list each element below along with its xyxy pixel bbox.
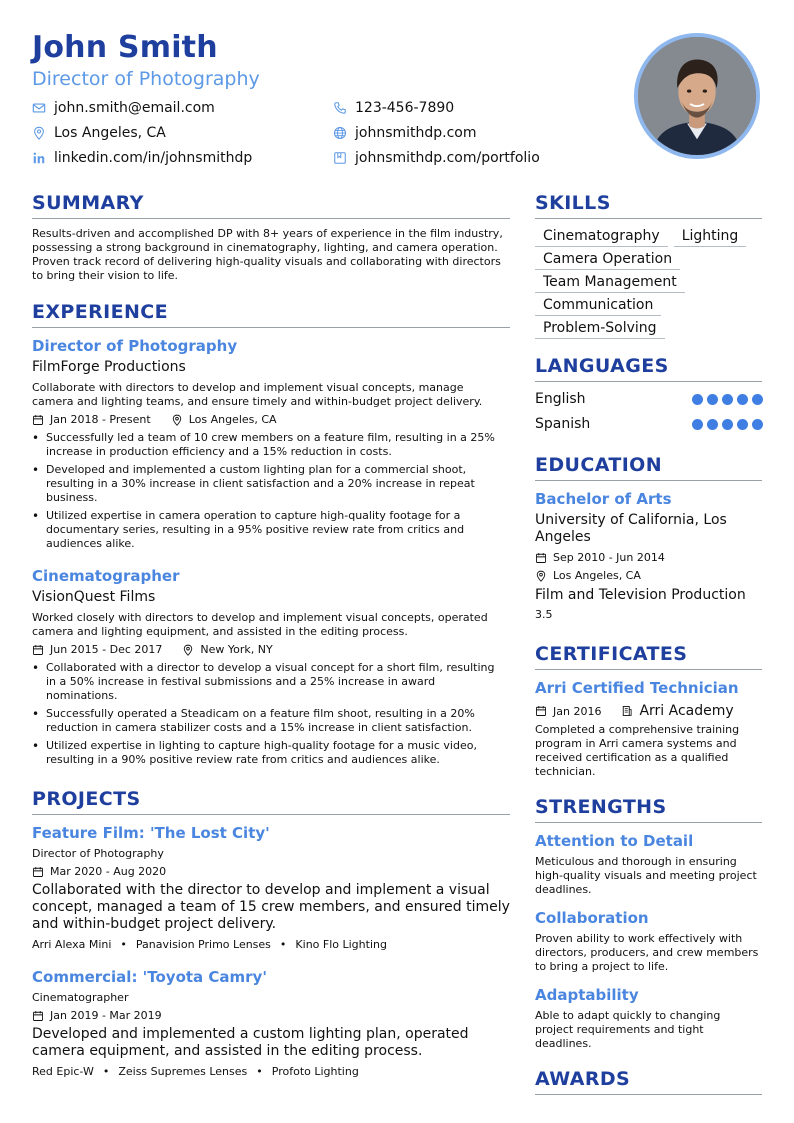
skill-tag: Team Management bbox=[535, 273, 685, 293]
certificate-issuer: Arri Academy bbox=[639, 703, 734, 719]
candidate-name: John Smith bbox=[32, 30, 218, 65]
language-level-dots bbox=[688, 419, 763, 430]
job-bullet: • Utilized expertise in lighting to capture high-quality footage for a music video, resulting in a 90% positive review rate from critics and audiences alike. bbox=[32, 739, 508, 767]
job-location: New York, NY bbox=[200, 643, 273, 656]
skill-tag: Cinematography bbox=[535, 227, 668, 247]
project-role: Director of Photography bbox=[32, 847, 164, 860]
job-title: Director of Photography bbox=[32, 337, 238, 355]
project-tool: Arri Alexa Mini bbox=[32, 938, 112, 951]
contact-website[interactable] bbox=[333, 125, 477, 141]
candidate-role: Director of Photography bbox=[32, 68, 260, 90]
certificate-date: Jan 2016 bbox=[553, 704, 602, 718]
skills-list bbox=[535, 227, 765, 342]
project-meta bbox=[32, 865, 166, 878]
contact-email[interactable] bbox=[32, 100, 215, 116]
phone-icon bbox=[333, 101, 347, 115]
profile-photo bbox=[634, 33, 760, 159]
skill-tag: Communication bbox=[535, 296, 661, 316]
job-bullets bbox=[32, 661, 508, 771]
calendar-icon bbox=[535, 705, 547, 717]
contact-linkedin-text: linkedin.com/in/johnsmithdp bbox=[54, 150, 253, 166]
contact-location-text: Los Angeles, CA bbox=[54, 125, 166, 141]
project-role: Cinematographer bbox=[32, 991, 129, 1004]
contact-location bbox=[32, 125, 166, 141]
projects-heading: PROJECTS bbox=[32, 788, 141, 810]
project-tool: Panavision Primo Lenses bbox=[135, 938, 271, 951]
experience-heading: EXPERIENCE bbox=[32, 301, 169, 323]
job-bullets bbox=[32, 431, 508, 555]
calendar-icon bbox=[32, 644, 44, 656]
project-title: Commercial: 'Toyota Camry' bbox=[32, 968, 267, 986]
location-icon bbox=[182, 644, 194, 656]
education-school: University of California, Los Angeles bbox=[535, 512, 727, 545]
project-tool: Red Epic-W bbox=[32, 1065, 94, 1078]
linkedin-icon bbox=[32, 151, 46, 165]
project-dates: Jan 2019 - Mar 2019 bbox=[50, 1009, 162, 1022]
skills-divider bbox=[535, 218, 762, 219]
strength-title: Collaboration bbox=[535, 909, 649, 927]
education-location-row bbox=[535, 569, 641, 582]
project-meta bbox=[32, 1009, 162, 1022]
projects-divider bbox=[32, 814, 510, 815]
job-description: Collaborate with directors to develop and implement visual concepts, manage camera and lighting teams, and ensure timely and within-budget project delivery. bbox=[32, 381, 483, 408]
summary-heading: SUMMARY bbox=[32, 192, 144, 214]
location-icon bbox=[535, 570, 547, 582]
contact-linkedin[interactable] bbox=[32, 150, 252, 166]
education-dates-row bbox=[535, 551, 665, 564]
strength-title: Adaptability bbox=[535, 986, 639, 1004]
skill-tag: Problem-Solving bbox=[535, 319, 665, 339]
strength-text: Meticulous and thorough in ensuring high-quality visuals and meeting project deadlines. bbox=[535, 855, 757, 896]
project-description: Developed and implemented a custom lighting plan, operated camera equipment, and assisted in the editing process. bbox=[32, 1026, 469, 1059]
project-tools: Red Epic-W • Zeiss Supremes Lenses • Profoto Lighting bbox=[32, 1065, 359, 1078]
skill-tag: Camera Operation bbox=[535, 250, 680, 270]
languages-heading: LANGUAGES bbox=[535, 355, 669, 377]
building-icon bbox=[621, 705, 633, 717]
job-description: Worked closely with directors to develop and implement visual concepts, operated camera and lighting equipment, and assisted in the editing process. bbox=[32, 611, 488, 638]
strength-text: Able to adapt quickly to changing project requirements and tight deadlines. bbox=[535, 1009, 721, 1050]
language-name: Spanish bbox=[535, 416, 591, 432]
language-row bbox=[535, 416, 763, 432]
project-tool: Profoto Lighting bbox=[271, 1065, 359, 1078]
project-tool: Zeiss Supremes Lenses bbox=[118, 1065, 248, 1078]
job-dates: Jan 2018 - Present bbox=[50, 413, 151, 426]
calendar-icon bbox=[535, 552, 547, 564]
awards-heading: AWARDS bbox=[535, 1068, 631, 1090]
experience-divider bbox=[32, 327, 510, 328]
calendar-icon bbox=[32, 1010, 44, 1022]
education-gpa: 3.5 bbox=[535, 608, 553, 621]
contact-website-text: johnsmithdp.com bbox=[355, 125, 477, 141]
language-row bbox=[535, 391, 763, 407]
job-company: VisionQuest Films bbox=[32, 589, 156, 605]
strengths-heading: STRENGTHS bbox=[535, 796, 667, 818]
project-tools: Arri Alexa Mini • Panavision Primo Lenses • Kino Flo Lighting bbox=[32, 938, 387, 951]
job-bullet: • Successfully led a team of 10 crew members on a feature film, resulting in a 25% increase in production efficiency and a 15% reduction in costs. bbox=[32, 431, 508, 459]
job-bullet: • Successfully operated a Steadicam on a feature film shoot, resulting in a 20% reduction in camera stabilizer costs and a 15% increase in client satisfaction. bbox=[32, 707, 508, 735]
language-name: English bbox=[535, 391, 586, 407]
certificates-heading: CERTIFICATES bbox=[535, 643, 688, 665]
skills-heading: SKILLS bbox=[535, 192, 611, 214]
job-bullet: • Collaborated with a director to develop a visual concept for a short film, resulting in a 50% increase in festival submissions and a 25% increase in award nominations. bbox=[32, 661, 508, 703]
education-degree: Bachelor of Arts bbox=[535, 490, 672, 508]
contact-portfolio-text: johnsmithdp.com/portfolio bbox=[355, 150, 540, 166]
job-title: Cinematographer bbox=[32, 567, 180, 585]
job-meta bbox=[32, 413, 277, 426]
certificate-description: Completed a comprehensive training program in Arri camera systems and received certification as a qualified technician. bbox=[535, 723, 740, 778]
project-description: Collaborated with the director to develop and implement a visual concept, managed a team of 15 crew members, and ensured timely and within-budget project delivery. bbox=[32, 882, 510, 932]
languages-divider bbox=[535, 381, 762, 382]
job-bullet: • Utilized expertise in camera operation to capture high-quality footage for a documentary series, resulting in a 95% positive review rate from critics and audiences alike. bbox=[32, 509, 508, 551]
project-title: Feature Film: 'The Lost City' bbox=[32, 824, 270, 842]
language-level-dots bbox=[688, 394, 763, 405]
education-divider bbox=[535, 480, 762, 481]
job-dates: Jun 2015 - Dec 2017 bbox=[50, 643, 163, 656]
education-heading: EDUCATION bbox=[535, 454, 663, 476]
email-icon bbox=[32, 101, 46, 115]
strength-text: Proven ability to work effectively with directors, producers, and crew members to bring a project to life. bbox=[535, 932, 759, 973]
location-icon bbox=[171, 414, 183, 426]
job-company: FilmForge Productions bbox=[32, 359, 186, 375]
education-field: Film and Television Production bbox=[535, 587, 746, 603]
calendar-icon bbox=[32, 414, 44, 426]
profile-photo-illustration bbox=[638, 37, 756, 155]
certificate-title: Arri Certified Technician bbox=[535, 679, 739, 697]
globe-icon bbox=[333, 126, 347, 140]
skill-tag: Lighting bbox=[674, 227, 747, 247]
job-location: Los Angeles, CA bbox=[188, 413, 277, 426]
project-tool: Kino Flo Lighting bbox=[295, 938, 387, 951]
contact-portfolio[interactable] bbox=[333, 150, 540, 166]
calendar-icon bbox=[32, 866, 44, 878]
education-dates: Sep 2010 - Jun 2014 bbox=[553, 551, 665, 564]
project-dates: Mar 2020 - Aug 2020 bbox=[50, 865, 167, 878]
strength-title: Attention to Detail bbox=[535, 832, 694, 850]
job-bullet: • Developed and implemented a custom lighting plan for a commercial shoot, resulting in a 30% increase in client satisfaction and a 20% increase in repeat business. bbox=[32, 463, 508, 505]
certificate-meta bbox=[535, 703, 734, 719]
contact-email-text: john.smith@email.com bbox=[54, 100, 215, 116]
portfolio-icon bbox=[333, 151, 347, 165]
summary-divider bbox=[32, 218, 510, 219]
job-meta bbox=[32, 643, 273, 656]
certificates-divider bbox=[535, 669, 762, 670]
summary-text: Results-driven and accomplished DP with 8+ years of experience in the film industry, possessing a strong background in cinematography, lighting, and camera operation. Proven track record of delivering high-quality visuals and collaborating with directors to bring their vision to life. bbox=[32, 227, 503, 282]
awards-divider bbox=[535, 1094, 762, 1095]
contact-phone[interactable] bbox=[333, 100, 454, 116]
contact-phone-text: 123-456-7890 bbox=[355, 100, 455, 116]
strengths-divider bbox=[535, 822, 762, 823]
location-icon bbox=[32, 126, 46, 140]
education-location: Los Angeles, CA bbox=[553, 569, 641, 582]
